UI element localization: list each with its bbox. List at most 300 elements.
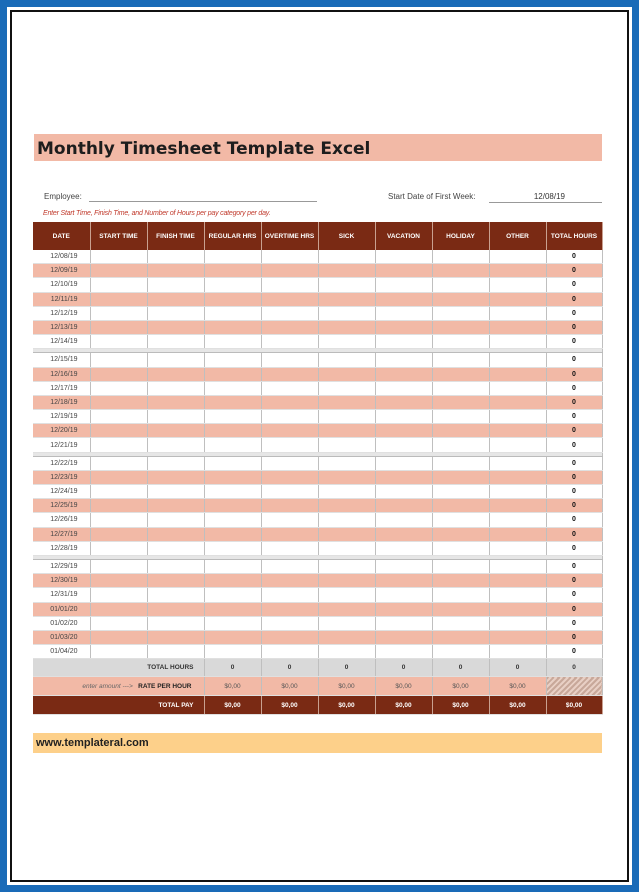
hours-input-cell[interactable] bbox=[375, 335, 432, 349]
hours-input-cell[interactable] bbox=[204, 630, 261, 644]
hours-input-cell[interactable] bbox=[489, 395, 546, 409]
hours-input-cell[interactable] bbox=[261, 264, 318, 278]
hours-input-cell[interactable] bbox=[261, 424, 318, 438]
hours-input-cell[interactable] bbox=[90, 381, 147, 395]
hours-input-cell[interactable] bbox=[375, 541, 432, 555]
hours-input-cell[interactable] bbox=[204, 602, 261, 616]
hours-input-cell[interactable] bbox=[261, 513, 318, 527]
hours-input-cell[interactable] bbox=[90, 559, 147, 573]
hours-input-cell[interactable] bbox=[147, 513, 204, 527]
hours-input-cell[interactable] bbox=[318, 616, 375, 630]
hours-input-cell[interactable] bbox=[375, 320, 432, 334]
hours-input-cell[interactable] bbox=[90, 456, 147, 470]
hours-input-cell[interactable] bbox=[489, 527, 546, 541]
hours-input-cell[interactable] bbox=[375, 499, 432, 513]
table-row bbox=[33, 513, 602, 527]
title-bar bbox=[34, 134, 602, 161]
hours-input-cell[interactable] bbox=[489, 513, 546, 527]
website-link[interactable]: www.templateral.com bbox=[36, 737, 149, 749]
hours-input-cell[interactable] bbox=[261, 320, 318, 334]
hours-input-cell[interactable] bbox=[432, 559, 489, 573]
hours-input-cell[interactable] bbox=[318, 264, 375, 278]
employee-field[interactable] bbox=[89, 201, 317, 202]
hours-input-cell[interactable] bbox=[261, 541, 318, 555]
hours-input-cell[interactable] bbox=[375, 250, 432, 264]
hours-input-cell[interactable] bbox=[318, 456, 375, 470]
date-cell: 01/02/20 bbox=[33, 616, 90, 630]
date-cell: 12/15/19 bbox=[33, 353, 90, 367]
start-date-value[interactable]: 12/08/19 bbox=[533, 192, 565, 201]
table-row bbox=[33, 438, 602, 452]
hours-input-cell[interactable] bbox=[375, 424, 432, 438]
hours-input-cell[interactable] bbox=[261, 616, 318, 630]
hours-input-cell[interactable] bbox=[318, 559, 375, 573]
date-cell: 12/14/19 bbox=[33, 335, 90, 349]
hours-input-cell[interactable] bbox=[261, 292, 318, 306]
hours-input-cell[interactable] bbox=[147, 320, 204, 334]
hours-input-cell[interactable] bbox=[432, 306, 489, 320]
hours-input-cell[interactable] bbox=[147, 353, 204, 367]
hours-input-cell[interactable] bbox=[375, 306, 432, 320]
hours-input-cell[interactable] bbox=[375, 292, 432, 306]
hours-input-cell[interactable] bbox=[432, 335, 489, 349]
hours-input-cell[interactable] bbox=[375, 264, 432, 278]
hours-input-cell[interactable] bbox=[147, 456, 204, 470]
hours-input-cell[interactable] bbox=[489, 602, 546, 616]
hours-input-cell[interactable] bbox=[147, 264, 204, 278]
hours-input-cell[interactable] bbox=[318, 541, 375, 555]
hours-input-cell[interactable] bbox=[489, 335, 546, 349]
hours-input-cell[interactable] bbox=[90, 278, 147, 292]
rate-row bbox=[33, 677, 602, 696]
hours-input-cell[interactable] bbox=[489, 320, 546, 334]
row-total-cell: 0 bbox=[546, 306, 602, 320]
hours-input-cell[interactable] bbox=[261, 335, 318, 349]
hours-input-cell[interactable] bbox=[375, 602, 432, 616]
hours-input-cell[interactable] bbox=[489, 559, 546, 573]
col-start-time: START TIME bbox=[90, 222, 147, 250]
hours-input-cell[interactable] bbox=[204, 513, 261, 527]
hours-input-cell[interactable] bbox=[90, 541, 147, 555]
table-row bbox=[33, 381, 602, 395]
date-cell: 01/04/20 bbox=[33, 645, 90, 659]
date-cell: 12/27/19 bbox=[33, 527, 90, 541]
hours-input-cell[interactable] bbox=[489, 541, 546, 555]
hours-input-cell[interactable] bbox=[90, 410, 147, 424]
hours-input-cell[interactable] bbox=[204, 367, 261, 381]
hours-input-cell[interactable] bbox=[204, 574, 261, 588]
hours-input-cell[interactable] bbox=[318, 306, 375, 320]
hours-input-cell[interactable] bbox=[375, 527, 432, 541]
row-total-cell: 0 bbox=[546, 381, 602, 395]
hours-input-cell[interactable] bbox=[432, 574, 489, 588]
row-total-cell: 0 bbox=[546, 630, 602, 644]
hours-input-cell[interactable] bbox=[375, 410, 432, 424]
date-cell: 12/09/19 bbox=[33, 264, 90, 278]
hours-input-cell[interactable] bbox=[90, 438, 147, 452]
date-cell: 12/19/19 bbox=[33, 410, 90, 424]
table-row bbox=[33, 278, 602, 292]
hours-input-cell[interactable] bbox=[318, 645, 375, 659]
hours-input-cell[interactable] bbox=[432, 367, 489, 381]
hours-input-cell[interactable] bbox=[261, 645, 318, 659]
date-cell: 12/11/19 bbox=[33, 292, 90, 306]
hours-input-cell[interactable] bbox=[147, 588, 204, 602]
hours-input-cell[interactable] bbox=[318, 367, 375, 381]
row-total-cell: 0 bbox=[546, 353, 602, 367]
table-row bbox=[33, 541, 602, 555]
hours-input-cell[interactable] bbox=[432, 456, 489, 470]
hours-input-cell[interactable] bbox=[375, 645, 432, 659]
hours-input-cell[interactable] bbox=[204, 335, 261, 349]
row-total-cell: 0 bbox=[546, 499, 602, 513]
hours-input-cell[interactable] bbox=[204, 278, 261, 292]
hours-input-cell[interactable] bbox=[375, 630, 432, 644]
hours-input-cell[interactable] bbox=[432, 353, 489, 367]
hours-input-cell[interactable] bbox=[489, 485, 546, 499]
table-row bbox=[33, 367, 602, 381]
hours-input-cell[interactable] bbox=[147, 527, 204, 541]
date-cell: 01/03/20 bbox=[33, 630, 90, 644]
hours-input-cell[interactable] bbox=[261, 499, 318, 513]
hours-input-cell[interactable] bbox=[432, 616, 489, 630]
hours-input-cell[interactable] bbox=[204, 381, 261, 395]
hours-input-cell[interactable] bbox=[318, 250, 375, 264]
rate-input[interactable]: $0,00 bbox=[489, 677, 546, 696]
hours-input-cell[interactable] bbox=[432, 602, 489, 616]
row-total-cell: 0 bbox=[546, 335, 602, 349]
hours-input-cell[interactable] bbox=[147, 485, 204, 499]
hours-input-cell[interactable] bbox=[147, 410, 204, 424]
hours-input-cell[interactable] bbox=[90, 292, 147, 306]
col-total-hours: TOTAL HOURS bbox=[546, 222, 602, 250]
hours-input-cell[interactable] bbox=[375, 278, 432, 292]
hours-input-cell[interactable] bbox=[489, 264, 546, 278]
hours-input-cell[interactable] bbox=[432, 513, 489, 527]
website-bar bbox=[33, 733, 602, 753]
hours-input-cell[interactable] bbox=[375, 381, 432, 395]
hours-input-cell[interactable] bbox=[147, 278, 204, 292]
total-hours-value: 0 bbox=[432, 659, 489, 677]
hours-input-cell[interactable] bbox=[489, 645, 546, 659]
hours-input-cell[interactable] bbox=[147, 499, 204, 513]
hours-input-cell[interactable] bbox=[261, 306, 318, 320]
hours-input-cell[interactable] bbox=[90, 367, 147, 381]
hours-input-cell[interactable] bbox=[318, 470, 375, 484]
col-date: DATE bbox=[33, 222, 90, 250]
hours-input-cell[interactable] bbox=[318, 395, 375, 409]
hours-input-cell[interactable] bbox=[432, 320, 489, 334]
hours-input-cell[interactable] bbox=[375, 395, 432, 409]
hours-input-cell[interactable] bbox=[204, 645, 261, 659]
hours-input-cell[interactable] bbox=[204, 559, 261, 573]
table-row bbox=[33, 306, 602, 320]
hours-input-cell[interactable] bbox=[261, 588, 318, 602]
table-row bbox=[33, 602, 602, 616]
hours-input-cell[interactable] bbox=[375, 616, 432, 630]
hours-input-cell[interactable] bbox=[318, 499, 375, 513]
hours-input-cell[interactable] bbox=[489, 438, 546, 452]
row-total-cell: 0 bbox=[546, 527, 602, 541]
hours-input-cell[interactable] bbox=[489, 353, 546, 367]
hours-input-cell[interactable] bbox=[432, 630, 489, 644]
hours-input-cell[interactable] bbox=[147, 250, 204, 264]
hours-input-cell[interactable] bbox=[432, 485, 489, 499]
hours-input-cell[interactable] bbox=[147, 470, 204, 484]
hours-input-cell[interactable] bbox=[261, 470, 318, 484]
table-row bbox=[33, 456, 602, 470]
col-holiday: HOLIDAY bbox=[432, 222, 489, 250]
hours-input-cell[interactable] bbox=[375, 574, 432, 588]
row-total-cell: 0 bbox=[546, 513, 602, 527]
hours-input-cell[interactable] bbox=[204, 485, 261, 499]
hours-input-cell[interactable] bbox=[147, 559, 204, 573]
hours-input-cell[interactable] bbox=[489, 278, 546, 292]
hours-input-cell[interactable] bbox=[261, 410, 318, 424]
hours-input-cell[interactable] bbox=[90, 630, 147, 644]
hours-input-cell[interactable] bbox=[204, 306, 261, 320]
total-pay-label: TOTAL PAY bbox=[33, 696, 204, 715]
total-pay-row bbox=[33, 696, 602, 715]
table-row bbox=[33, 630, 602, 644]
hours-input-cell[interactable] bbox=[432, 588, 489, 602]
hours-input-cell[interactable] bbox=[489, 410, 546, 424]
row-total-cell: 0 bbox=[546, 574, 602, 588]
hours-input-cell[interactable] bbox=[90, 485, 147, 499]
row-total-cell: 0 bbox=[546, 410, 602, 424]
total-hours-value: 0 bbox=[318, 659, 375, 677]
hours-input-cell[interactable] bbox=[375, 367, 432, 381]
hours-input-cell[interactable] bbox=[432, 250, 489, 264]
hours-input-cell[interactable] bbox=[375, 456, 432, 470]
hours-input-cell[interactable] bbox=[90, 395, 147, 409]
hours-input-cell[interactable] bbox=[147, 438, 204, 452]
hours-input-cell[interactable] bbox=[318, 381, 375, 395]
hours-input-cell[interactable] bbox=[318, 513, 375, 527]
hours-input-cell[interactable] bbox=[318, 320, 375, 334]
hours-input-cell[interactable] bbox=[147, 306, 204, 320]
hours-input-cell[interactable] bbox=[90, 574, 147, 588]
date-cell: 12/28/19 bbox=[33, 541, 90, 555]
hours-input-cell[interactable] bbox=[489, 574, 546, 588]
hours-input-cell[interactable] bbox=[375, 438, 432, 452]
hours-input-cell[interactable] bbox=[261, 574, 318, 588]
hours-input-cell[interactable] bbox=[432, 292, 489, 306]
total-pay-value: $0,00 bbox=[432, 696, 489, 715]
hours-input-cell[interactable] bbox=[489, 499, 546, 513]
hours-input-cell[interactable] bbox=[261, 395, 318, 409]
hours-input-cell[interactable] bbox=[318, 424, 375, 438]
row-total-cell: 0 bbox=[546, 395, 602, 409]
hours-input-cell[interactable] bbox=[147, 645, 204, 659]
hours-input-cell[interactable] bbox=[432, 264, 489, 278]
rate-input[interactable]: $0,00 bbox=[261, 677, 318, 696]
hours-input-cell[interactable] bbox=[90, 616, 147, 630]
table-row bbox=[33, 353, 602, 367]
hours-input-cell[interactable] bbox=[147, 381, 204, 395]
hours-input-cell[interactable] bbox=[489, 630, 546, 644]
hours-input-cell[interactable] bbox=[204, 527, 261, 541]
hours-input-cell[interactable] bbox=[375, 588, 432, 602]
hours-input-cell[interactable] bbox=[432, 527, 489, 541]
hours-input-cell[interactable] bbox=[90, 527, 147, 541]
hours-input-cell[interactable] bbox=[489, 470, 546, 484]
hours-input-cell[interactable] bbox=[204, 499, 261, 513]
hours-input-cell[interactable] bbox=[90, 513, 147, 527]
hours-input-cell[interactable] bbox=[147, 630, 204, 644]
date-cell: 12/18/19 bbox=[33, 395, 90, 409]
hours-input-cell[interactable] bbox=[375, 513, 432, 527]
table-row bbox=[33, 588, 602, 602]
rate-input[interactable]: $0,00 bbox=[432, 677, 489, 696]
hours-input-cell[interactable] bbox=[489, 367, 546, 381]
col-other: OTHER bbox=[489, 222, 546, 250]
row-total-cell: 0 bbox=[546, 456, 602, 470]
total-pay-value: $0,00 bbox=[204, 696, 261, 715]
hours-input-cell[interactable] bbox=[489, 292, 546, 306]
hours-input-cell[interactable] bbox=[90, 499, 147, 513]
hours-input-cell[interactable] bbox=[204, 470, 261, 484]
row-total-cell: 0 bbox=[546, 588, 602, 602]
hours-input-cell[interactable] bbox=[147, 292, 204, 306]
hours-input-cell[interactable] bbox=[261, 456, 318, 470]
hours-input-cell[interactable] bbox=[432, 278, 489, 292]
row-total-cell: 0 bbox=[546, 645, 602, 659]
hours-input-cell[interactable] bbox=[147, 602, 204, 616]
hours-input-cell[interactable] bbox=[318, 278, 375, 292]
hours-input-cell[interactable] bbox=[90, 250, 147, 264]
hours-input-cell[interactable] bbox=[204, 264, 261, 278]
hours-input-cell[interactable] bbox=[90, 335, 147, 349]
page-title: Monthly Timesheet Template Excel bbox=[37, 139, 371, 159]
hours-input-cell[interactable] bbox=[147, 424, 204, 438]
hours-input-cell[interactable] bbox=[261, 353, 318, 367]
hours-input-cell[interactable] bbox=[90, 645, 147, 659]
hours-input-cell[interactable] bbox=[204, 320, 261, 334]
hours-input-cell[interactable] bbox=[432, 499, 489, 513]
hours-input-cell[interactable] bbox=[318, 335, 375, 349]
hours-input-cell[interactable] bbox=[432, 395, 489, 409]
hours-input-cell[interactable] bbox=[432, 541, 489, 555]
hours-input-cell[interactable] bbox=[204, 410, 261, 424]
date-cell: 12/16/19 bbox=[33, 367, 90, 381]
rate-per-hour-label: RATE PER HOUR bbox=[138, 682, 192, 690]
hours-input-cell[interactable] bbox=[90, 588, 147, 602]
hours-input-cell[interactable] bbox=[261, 602, 318, 616]
hours-input-cell[interactable] bbox=[204, 292, 261, 306]
hours-input-cell[interactable] bbox=[261, 630, 318, 644]
hours-input-cell[interactable] bbox=[432, 438, 489, 452]
hours-input-cell[interactable] bbox=[261, 367, 318, 381]
hours-input-cell[interactable] bbox=[489, 616, 546, 630]
date-cell: 12/13/19 bbox=[33, 320, 90, 334]
hours-input-cell[interactable] bbox=[204, 456, 261, 470]
hours-input-cell[interactable] bbox=[204, 616, 261, 630]
hours-input-cell[interactable] bbox=[375, 485, 432, 499]
hours-input-cell[interactable] bbox=[90, 424, 147, 438]
hours-input-cell[interactable] bbox=[147, 616, 204, 630]
hours-input-cell[interactable] bbox=[318, 353, 375, 367]
hours-input-cell[interactable] bbox=[147, 574, 204, 588]
hours-input-cell[interactable] bbox=[261, 381, 318, 395]
hours-input-cell[interactable] bbox=[261, 250, 318, 264]
hours-input-cell[interactable] bbox=[147, 541, 204, 555]
row-total-cell: 0 bbox=[546, 602, 602, 616]
hours-input-cell[interactable] bbox=[90, 470, 147, 484]
hours-input-cell[interactable] bbox=[90, 602, 147, 616]
hours-input-cell[interactable] bbox=[432, 470, 489, 484]
table-row bbox=[33, 320, 602, 334]
hours-input-cell[interactable] bbox=[489, 381, 546, 395]
hours-input-cell[interactable] bbox=[204, 395, 261, 409]
hours-input-cell[interactable] bbox=[489, 424, 546, 438]
hours-input-cell[interactable] bbox=[375, 470, 432, 484]
hours-input-cell[interactable] bbox=[261, 559, 318, 573]
hours-input-cell[interactable] bbox=[489, 250, 546, 264]
table-row bbox=[33, 645, 602, 659]
table-row bbox=[33, 410, 602, 424]
hours-input-cell[interactable] bbox=[318, 602, 375, 616]
hours-input-cell[interactable] bbox=[204, 588, 261, 602]
hours-input-cell[interactable] bbox=[432, 381, 489, 395]
rate-input[interactable]: $0,00 bbox=[375, 677, 432, 696]
hours-input-cell[interactable] bbox=[375, 559, 432, 573]
hours-input-cell[interactable] bbox=[318, 485, 375, 499]
hours-input-cell[interactable] bbox=[318, 574, 375, 588]
rate-input[interactable]: $0,00 bbox=[204, 677, 261, 696]
hours-input-cell[interactable] bbox=[318, 630, 375, 644]
hours-input-cell[interactable] bbox=[147, 335, 204, 349]
hours-input-cell[interactable] bbox=[204, 250, 261, 264]
hours-input-cell[interactable] bbox=[261, 438, 318, 452]
hours-input-cell[interactable] bbox=[204, 541, 261, 555]
row-total-cell: 0 bbox=[546, 438, 602, 452]
hours-input-cell[interactable] bbox=[90, 353, 147, 367]
hours-input-cell[interactable] bbox=[204, 424, 261, 438]
hours-input-cell[interactable] bbox=[261, 485, 318, 499]
date-cell: 12/29/19 bbox=[33, 559, 90, 573]
hours-input-cell[interactable] bbox=[318, 527, 375, 541]
col-overtime-hrs: OVERTIME HRS bbox=[261, 222, 318, 250]
hours-input-cell[interactable] bbox=[204, 438, 261, 452]
employee-label: Employee: bbox=[44, 192, 82, 201]
hours-input-cell[interactable] bbox=[147, 395, 204, 409]
hours-input-cell[interactable] bbox=[432, 645, 489, 659]
date-cell: 12/24/19 bbox=[33, 485, 90, 499]
hours-input-cell[interactable] bbox=[318, 438, 375, 452]
rate-label-cell bbox=[33, 677, 204, 696]
hours-input-cell[interactable] bbox=[432, 424, 489, 438]
hours-input-cell[interactable] bbox=[90, 264, 147, 278]
date-cell: 12/22/19 bbox=[33, 456, 90, 470]
hours-input-cell[interactable] bbox=[90, 306, 147, 320]
hours-input-cell[interactable] bbox=[375, 353, 432, 367]
hours-input-cell[interactable] bbox=[204, 353, 261, 367]
hours-input-cell[interactable] bbox=[318, 588, 375, 602]
hours-input-cell[interactable] bbox=[489, 588, 546, 602]
hours-input-cell[interactable] bbox=[318, 410, 375, 424]
hours-input-cell[interactable] bbox=[261, 527, 318, 541]
hours-input-cell[interactable] bbox=[432, 410, 489, 424]
hours-input-cell[interactable] bbox=[147, 367, 204, 381]
hours-input-cell[interactable] bbox=[318, 292, 375, 306]
rate-input[interactable]: $0,00 bbox=[318, 677, 375, 696]
hours-input-cell[interactable] bbox=[261, 278, 318, 292]
hours-input-cell[interactable] bbox=[489, 456, 546, 470]
total-hours-value: 0 bbox=[261, 659, 318, 677]
hours-input-cell[interactable] bbox=[489, 306, 546, 320]
hours-input-cell[interactable] bbox=[90, 320, 147, 334]
